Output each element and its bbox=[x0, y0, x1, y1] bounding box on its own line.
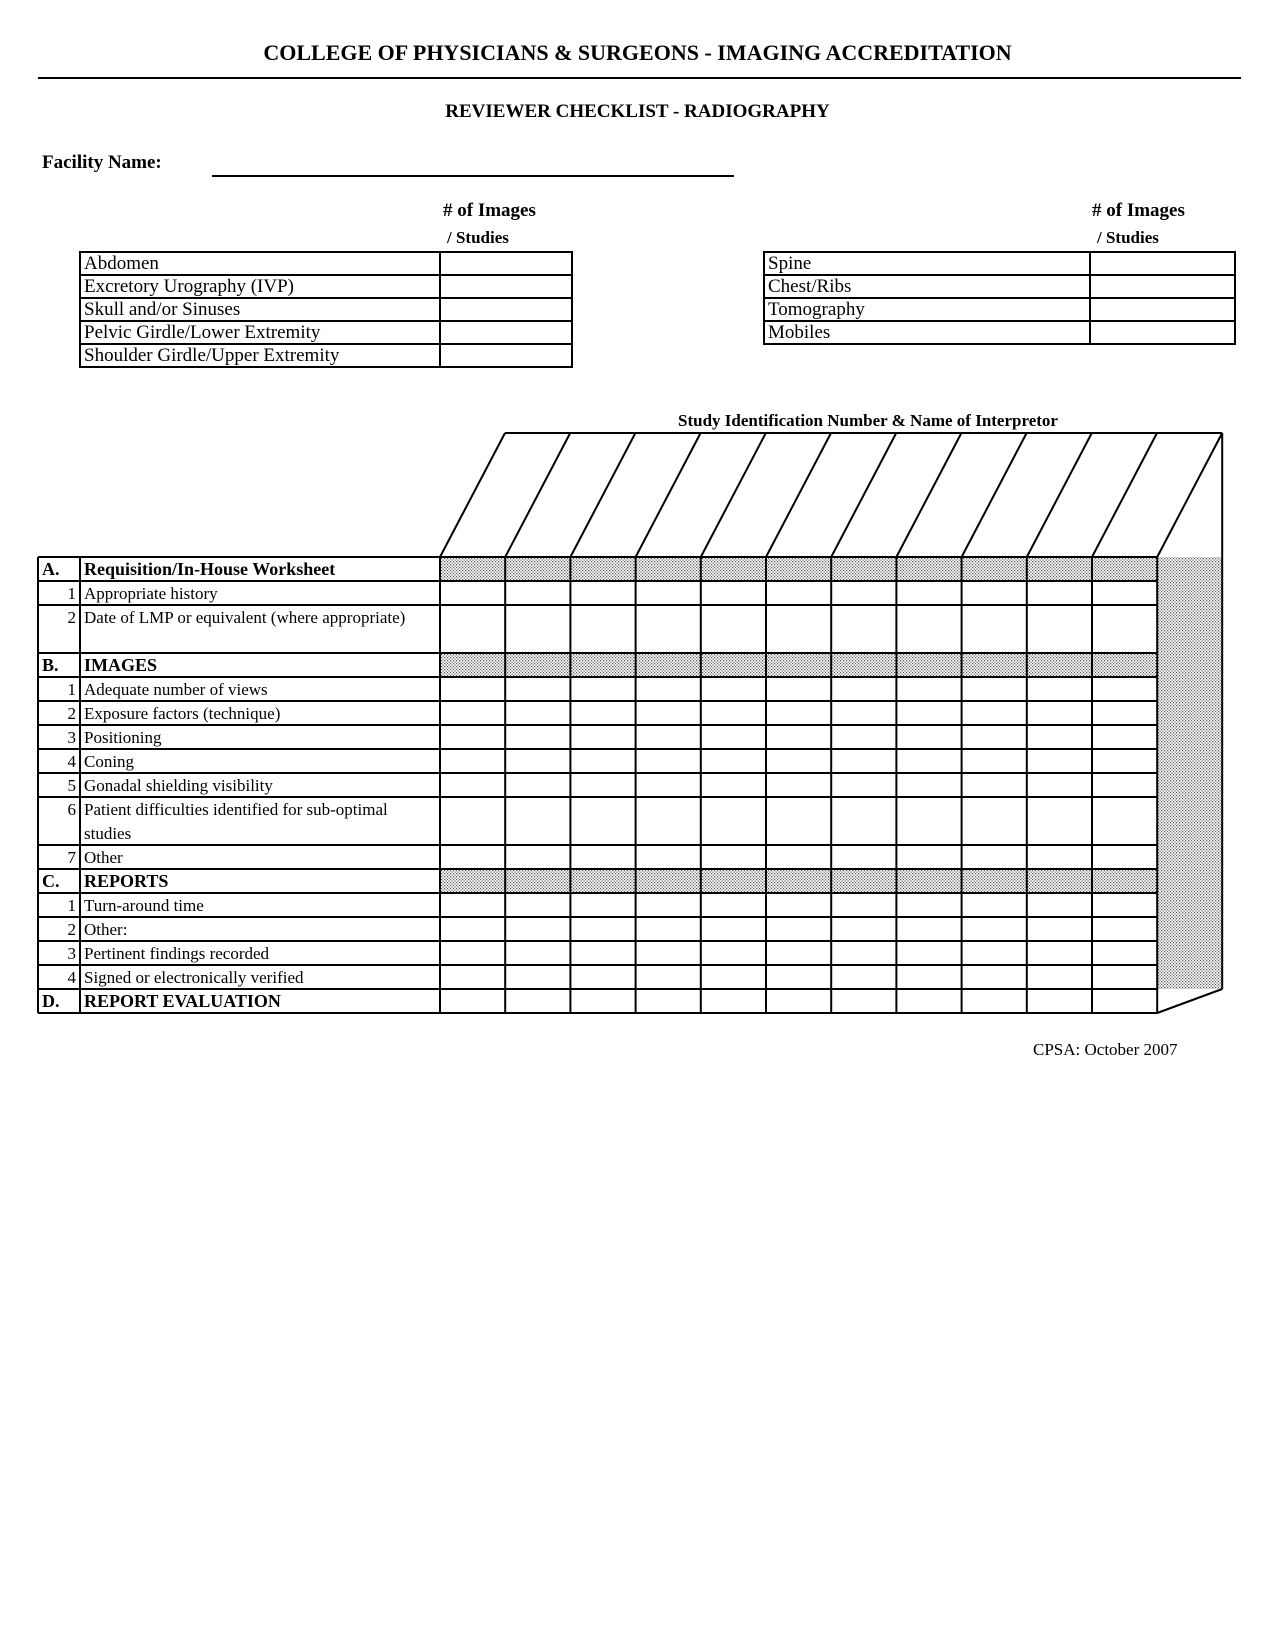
checklist-cell[interactable] bbox=[1028, 726, 1091, 748]
checklist-cell[interactable] bbox=[702, 966, 765, 988]
checklist-cell[interactable] bbox=[963, 774, 1026, 796]
checklist-cell[interactable] bbox=[1028, 582, 1091, 604]
section-code: B. bbox=[42, 655, 59, 675]
checklist-cell[interactable] bbox=[767, 606, 830, 652]
checklist-cell[interactable] bbox=[702, 678, 765, 700]
section-title: REPORT EVALUATION bbox=[84, 991, 281, 1011]
document-title: COLLEGE OF PHYSICIANS & SURGEONS - IMAGING ACCREDITATION bbox=[263, 40, 1012, 65]
checklist-cell[interactable] bbox=[441, 894, 504, 916]
checklist-cell[interactable] bbox=[832, 846, 895, 868]
modality-label: Shoulder Girdle/Upper Extremity bbox=[80, 344, 440, 367]
checklist-cell[interactable] bbox=[571, 846, 634, 868]
checklist-cell[interactable] bbox=[637, 726, 700, 748]
checklist-cell[interactable] bbox=[571, 894, 634, 916]
checklist-cell[interactable] bbox=[963, 966, 1026, 988]
checklist-cell[interactable] bbox=[963, 990, 1026, 1012]
checklist-cell[interactable] bbox=[1093, 678, 1156, 700]
checklist-cell[interactable] bbox=[1093, 726, 1156, 748]
item-label: Gonadal shielding visibility bbox=[84, 776, 273, 795]
checklist-cell[interactable] bbox=[897, 846, 960, 868]
checklist-cell[interactable] bbox=[767, 798, 830, 844]
checklist-cell[interactable] bbox=[441, 582, 504, 604]
checklist-cell[interactable] bbox=[767, 846, 830, 868]
header-slant-line bbox=[1027, 433, 1092, 557]
checklist-cell[interactable] bbox=[506, 894, 569, 916]
checklist-cell[interactable] bbox=[571, 582, 634, 604]
checklist-cell[interactable] bbox=[767, 990, 830, 1012]
checklist-cell[interactable] bbox=[832, 942, 895, 964]
checklist-cell[interactable] bbox=[637, 798, 700, 844]
checklist-cell[interactable] bbox=[963, 798, 1026, 844]
checklist-cell[interactable] bbox=[1028, 990, 1091, 1012]
checklist-cell[interactable] bbox=[897, 798, 960, 844]
checklist-cell[interactable] bbox=[506, 582, 569, 604]
checklist-cell[interactable] bbox=[571, 702, 634, 724]
checklist-cell[interactable] bbox=[897, 582, 960, 604]
section-title: REPORTS bbox=[84, 871, 169, 891]
document-subtitle: REVIEWER CHECKLIST - RADIOGRAPHY bbox=[445, 101, 830, 122]
checklist-cell[interactable] bbox=[637, 894, 700, 916]
checklist-cell[interactable] bbox=[702, 774, 765, 796]
checklist-cell[interactable] bbox=[832, 966, 895, 988]
header-slant-line bbox=[505, 433, 570, 557]
checklist-cell[interactable] bbox=[1093, 582, 1156, 604]
checklist-cell[interactable] bbox=[963, 750, 1026, 772]
checklist-cell[interactable] bbox=[1093, 798, 1156, 844]
item-number: 1 bbox=[67, 584, 76, 603]
checklist-cell[interactable] bbox=[441, 942, 504, 964]
header-slant-line bbox=[440, 433, 505, 557]
checklist-cell[interactable] bbox=[767, 726, 830, 748]
item-number: 6 bbox=[67, 800, 76, 819]
checklist-cell[interactable] bbox=[832, 702, 895, 724]
footer-version: CPSA: October 2007 bbox=[1033, 1040, 1178, 1059]
modality-label: Excretory Urography (IVP) bbox=[80, 275, 440, 298]
checklist-cell[interactable] bbox=[1028, 798, 1091, 844]
modality-label: Chest/Ribs bbox=[764, 275, 1090, 298]
images-header-left: # of Images bbox=[443, 200, 536, 221]
item-label: Other bbox=[84, 848, 123, 867]
checklist-cell[interactable] bbox=[897, 606, 960, 652]
item-label: Signed or electronically verified bbox=[84, 968, 304, 987]
checklist-cell[interactable] bbox=[767, 918, 830, 940]
checklist-cell[interactable] bbox=[897, 966, 960, 988]
checklist-cell[interactable] bbox=[1093, 750, 1156, 772]
checklist-cell[interactable] bbox=[897, 918, 960, 940]
checklist-cell[interactable] bbox=[571, 678, 634, 700]
checklist-cell[interactable] bbox=[637, 750, 700, 772]
checklist-cell[interactable] bbox=[1028, 966, 1091, 988]
header-slant-line bbox=[636, 433, 701, 557]
checklist-cell[interactable] bbox=[637, 606, 700, 652]
checklist-cell[interactable] bbox=[571, 726, 634, 748]
checklist-cell[interactable] bbox=[702, 702, 765, 724]
checklist-cell[interactable] bbox=[441, 966, 504, 988]
checklist-cell[interactable] bbox=[506, 774, 569, 796]
checklist-cell[interactable] bbox=[1093, 918, 1156, 940]
checklist-cell[interactable] bbox=[506, 750, 569, 772]
checklist-cell[interactable] bbox=[832, 678, 895, 700]
checklist-cell[interactable] bbox=[1093, 942, 1156, 964]
checklist-cell[interactable] bbox=[1093, 774, 1156, 796]
checklist-cell[interactable] bbox=[506, 990, 569, 1012]
checklist-cell[interactable] bbox=[702, 942, 765, 964]
checklist-cell[interactable] bbox=[441, 990, 504, 1012]
item-number: 3 bbox=[67, 728, 76, 747]
item-label: Other: bbox=[84, 920, 128, 939]
checklist-cell[interactable] bbox=[506, 606, 569, 652]
checklist-cell[interactable] bbox=[637, 942, 700, 964]
item-label: Patient difficulties identified for sub-optimal bbox=[84, 800, 388, 819]
checklist-cell[interactable] bbox=[1028, 918, 1091, 940]
checklist-cell[interactable] bbox=[963, 942, 1026, 964]
item-number: 5 bbox=[67, 776, 76, 795]
checklist-cell[interactable] bbox=[1028, 678, 1091, 700]
header-slant-line bbox=[831, 433, 896, 557]
checklist-cell[interactable] bbox=[702, 846, 765, 868]
checklist-cell[interactable] bbox=[571, 606, 634, 652]
checklist-cell[interactable] bbox=[963, 582, 1026, 604]
facility-name-label: Facility Name: bbox=[42, 152, 162, 173]
study-identification-header: Study Identification Number & Name of Interpretor bbox=[678, 411, 1058, 430]
item-label-continued: studies bbox=[84, 824, 132, 843]
item-number: 2 bbox=[67, 920, 76, 939]
item-label: Adequate number of views bbox=[84, 680, 268, 699]
checklist-cell[interactable] bbox=[767, 702, 830, 724]
header-slant-line bbox=[1157, 433, 1222, 557]
item-label: Coning bbox=[84, 752, 135, 771]
checklist-cell[interactable] bbox=[963, 918, 1026, 940]
checklist-cell[interactable] bbox=[832, 582, 895, 604]
checklist-cell[interactable] bbox=[832, 606, 895, 652]
item-label: Pertinent findings recorded bbox=[84, 944, 270, 963]
checklist-cell[interactable] bbox=[702, 798, 765, 844]
checklist-cell[interactable] bbox=[637, 990, 700, 1012]
item-number: 1 bbox=[67, 896, 76, 915]
checklist-cell[interactable] bbox=[441, 678, 504, 700]
checklist-cell[interactable] bbox=[441, 846, 504, 868]
checklist-cell[interactable] bbox=[441, 750, 504, 772]
checklist-cell[interactable] bbox=[963, 702, 1026, 724]
section-title: IMAGES bbox=[84, 655, 158, 675]
section-code: C. bbox=[42, 871, 60, 891]
checklist-cell[interactable] bbox=[441, 726, 504, 748]
checklist-cell[interactable] bbox=[767, 774, 830, 796]
item-label: Exposure factors (technique) bbox=[84, 704, 281, 723]
checklist-cell[interactable] bbox=[963, 846, 1026, 868]
checklist-cell[interactable] bbox=[897, 702, 960, 724]
section-shading bbox=[440, 653, 1157, 677]
checklist-cell[interactable] bbox=[1028, 702, 1091, 724]
checklist-cell[interactable] bbox=[832, 798, 895, 844]
checklist-cell[interactable] bbox=[441, 774, 504, 796]
checklist-cell[interactable] bbox=[1093, 846, 1156, 868]
side-panel-bottom-edge bbox=[1157, 989, 1222, 1013]
header-slant-line bbox=[1092, 433, 1157, 557]
checklist-cell[interactable] bbox=[1028, 894, 1091, 916]
checklist-cell[interactable] bbox=[1093, 894, 1156, 916]
checklist-cell[interactable] bbox=[1028, 750, 1091, 772]
section-shading bbox=[440, 869, 1157, 893]
checklist-cell[interactable] bbox=[441, 606, 504, 652]
checklist-cell[interactable] bbox=[637, 846, 700, 868]
checklist-cell[interactable] bbox=[832, 750, 895, 772]
checklist-cell[interactable] bbox=[637, 774, 700, 796]
checklist-cell[interactable] bbox=[1028, 606, 1091, 652]
checklist-cell[interactable] bbox=[506, 726, 569, 748]
item-label: Appropriate history bbox=[84, 584, 218, 603]
checklist-cell[interactable] bbox=[571, 750, 634, 772]
checklist-cell[interactable] bbox=[702, 750, 765, 772]
checklist-cell[interactable] bbox=[702, 726, 765, 748]
checklist-cell[interactable] bbox=[702, 990, 765, 1012]
header-slant-line bbox=[962, 433, 1027, 557]
checklist-cell[interactable] bbox=[767, 966, 830, 988]
checklist-cell[interactable] bbox=[832, 990, 895, 1012]
checklist-cell[interactable] bbox=[571, 990, 634, 1012]
item-number: 3 bbox=[67, 944, 76, 963]
checklist-cell[interactable] bbox=[963, 894, 1026, 916]
checklist-cell[interactable] bbox=[1093, 990, 1156, 1012]
checklist-cell[interactable] bbox=[1093, 966, 1156, 988]
checklist-cell[interactable] bbox=[1028, 846, 1091, 868]
checklist-cell[interactable] bbox=[767, 942, 830, 964]
item-label: Positioning bbox=[84, 728, 162, 747]
checklist-cell[interactable] bbox=[963, 678, 1026, 700]
item-number: 2 bbox=[67, 608, 76, 627]
header-slant-line bbox=[701, 433, 766, 557]
checklist-cell[interactable] bbox=[637, 678, 700, 700]
checklist-cell[interactable] bbox=[571, 774, 634, 796]
checklist-cell[interactable] bbox=[506, 918, 569, 940]
checklist-cell[interactable] bbox=[832, 918, 895, 940]
item-label: Turn-around time bbox=[84, 896, 204, 915]
section-code: D. bbox=[42, 991, 60, 1011]
checklist-cell[interactable] bbox=[637, 582, 700, 604]
checklist-cell[interactable] bbox=[832, 894, 895, 916]
checklist-cell[interactable] bbox=[767, 678, 830, 700]
item-number: 4 bbox=[67, 752, 76, 771]
checklist-cell[interactable] bbox=[441, 918, 504, 940]
header-slant-line bbox=[896, 433, 961, 557]
checklist-cell[interactable] bbox=[506, 702, 569, 724]
modality-label: Pelvic Girdle/Lower Extremity bbox=[80, 321, 440, 344]
modality-label: Mobiles bbox=[764, 321, 1090, 344]
checklist-cell[interactable] bbox=[506, 798, 569, 844]
checklist-cell[interactable] bbox=[832, 774, 895, 796]
checklist-cell[interactable] bbox=[897, 750, 960, 772]
checklist-cell[interactable] bbox=[897, 990, 960, 1012]
checklist-cell[interactable] bbox=[1028, 774, 1091, 796]
checklist-cell[interactable] bbox=[702, 918, 765, 940]
item-label: Date of LMP or equivalent (where appropriate) bbox=[84, 608, 406, 627]
header-slant-line bbox=[570, 433, 635, 557]
checklist-cell[interactable] bbox=[963, 726, 1026, 748]
studies-header-left: / Studies bbox=[447, 228, 509, 247]
section-shading bbox=[440, 557, 1157, 581]
modality-label: Tomography bbox=[764, 298, 1090, 321]
checklist-cell[interactable] bbox=[767, 582, 830, 604]
modality-label: Spine bbox=[764, 252, 1090, 275]
checklist-cell[interactable] bbox=[897, 894, 960, 916]
checklist-cell[interactable] bbox=[767, 894, 830, 916]
checklist-cell[interactable] bbox=[637, 702, 700, 724]
checklist-cell[interactable] bbox=[506, 678, 569, 700]
item-number: 7 bbox=[67, 848, 76, 867]
header-slant-line bbox=[766, 433, 831, 557]
checklist-cell[interactable] bbox=[441, 702, 504, 724]
section-code: A. bbox=[42, 559, 60, 579]
checklist-cell[interactable] bbox=[897, 726, 960, 748]
checklist-cell[interactable] bbox=[1028, 942, 1091, 964]
checklist-cell[interactable] bbox=[767, 750, 830, 772]
checklist-cell[interactable] bbox=[963, 606, 1026, 652]
item-number: 4 bbox=[67, 968, 76, 987]
checklist-cell[interactable] bbox=[571, 918, 634, 940]
modality-label: Abdomen bbox=[80, 252, 440, 275]
studies-header-right: / Studies bbox=[1097, 228, 1159, 247]
checklist-cell[interactable] bbox=[506, 966, 569, 988]
checklist-cell[interactable] bbox=[1093, 702, 1156, 724]
item-number: 1 bbox=[67, 680, 76, 699]
checklist-cell[interactable] bbox=[702, 606, 765, 652]
checklist-cell[interactable] bbox=[897, 942, 960, 964]
checklist-cell[interactable] bbox=[571, 966, 634, 988]
checklist-cell[interactable] bbox=[1093, 606, 1156, 652]
checklist-cell[interactable] bbox=[897, 774, 960, 796]
checklist-cell[interactable] bbox=[506, 846, 569, 868]
checklist-cell[interactable] bbox=[702, 894, 765, 916]
checklist-cell[interactable] bbox=[571, 798, 634, 844]
side-panel-shading bbox=[1157, 557, 1222, 989]
checklist-cell[interactable] bbox=[506, 942, 569, 964]
checklist-cell[interactable] bbox=[637, 918, 700, 940]
item-number: 2 bbox=[67, 704, 76, 723]
images-header-right: # of Images bbox=[1092, 200, 1185, 221]
checklist-cell[interactable] bbox=[897, 678, 960, 700]
checklist-cell[interactable] bbox=[571, 942, 634, 964]
modality-label: Skull and/or Sinuses bbox=[80, 298, 440, 321]
checklist-cell[interactable] bbox=[702, 582, 765, 604]
checklist-cell[interactable] bbox=[832, 726, 895, 748]
checklist-cell[interactable] bbox=[441, 798, 504, 844]
checklist-cell[interactable] bbox=[637, 966, 700, 988]
section-title: Requisition/In-House Worksheet bbox=[84, 559, 336, 579]
